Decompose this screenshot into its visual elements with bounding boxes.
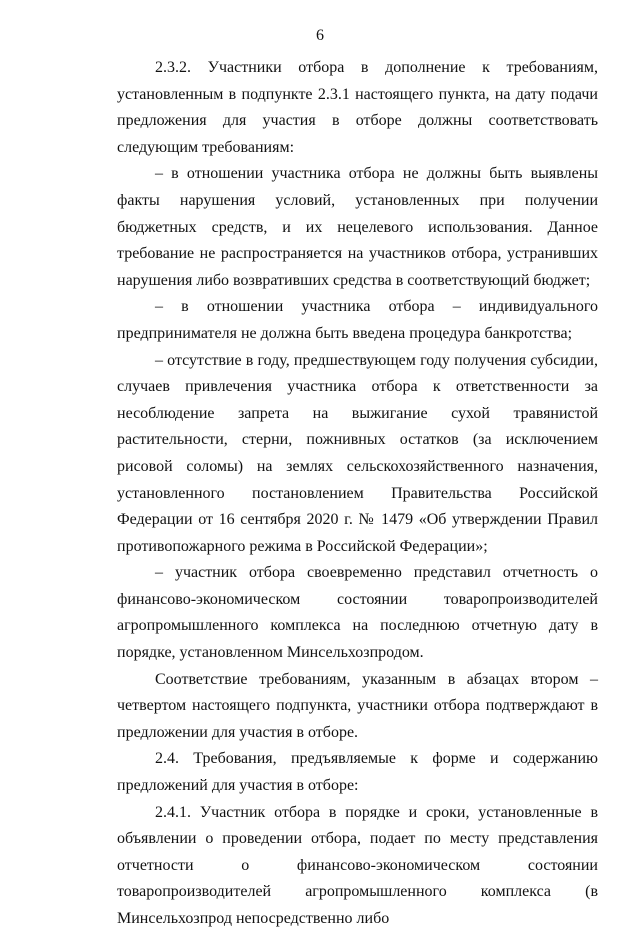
paragraph-2-4: 2.4. Требования, предъявляемые к форме и содержанию предложений для участия в отборе:: [117, 750, 598, 795]
requirement-reporting: – участник отбора своевременно представил отчетность о финансово-экономическом состоянии товаропроизводителей агропромышленного комплекса на последнюю отчетную дату в порядке, установленном Минсельхозпродом.: [117, 564, 598, 662]
requirement-no-burning: – отсутствие в году, предшествующем году получения субсидии, случаев привлечения участника отбора к ответственности за несоблюдение запрета на выжигание сухой травянистой растительности, стерни, пожнивных остатков (за исключением рисовой соломы) на землях сельскохозяйственного назначения, установленного постановлением Правительства Российской Федерации от 16 сентября 2020 г. № 1479 «Об утверждении Правил противопожарного режима в Российской Федерации»;: [117, 351, 598, 555]
page-number: 6: [316, 27, 324, 44]
paragraph-2-3-2: 2.3.2. Участники отбора в дополнение к требованиям, установленным в подпункте 2.3.1 настоящего пункта, на дату подачи предложения для участия в отборе должны соответствовать следующим требованиям:: [117, 59, 598, 156]
paragraph-2-4-1: 2.4.1. Участник отбора в порядке и сроки, установленные в объявлении о проведении отбора, подает по месту представления отчетности о финансово-экономическом состоянии товаропроизводителей агропромышленного комплекса (в Минсельхозпрод непосредственно либо: [117, 803, 598, 927]
requirement-no-violations: – в отношении участника отбора не должны быть выявлены факты нарушения условий, установленных при получении бюджетных средств, и их нецелевого использования. Данное требование не распространяется на участников отбора, устранивших нарушения либо возвративших средства в соответствующий бюджет;: [117, 165, 598, 289]
compliance-confirmation: Соответствие требованиям, указанным в абзацах втором – четвертом настоящего подпункта, участники отбора подтверждают в предложении для участия в отборе.: [117, 670, 598, 741]
requirement-no-bankruptcy: – в отношении участника отбора – индивидуального предпринимателя не должна быть введена процедура банкротства;: [117, 298, 598, 342]
document-body: [117, 55, 598, 933]
